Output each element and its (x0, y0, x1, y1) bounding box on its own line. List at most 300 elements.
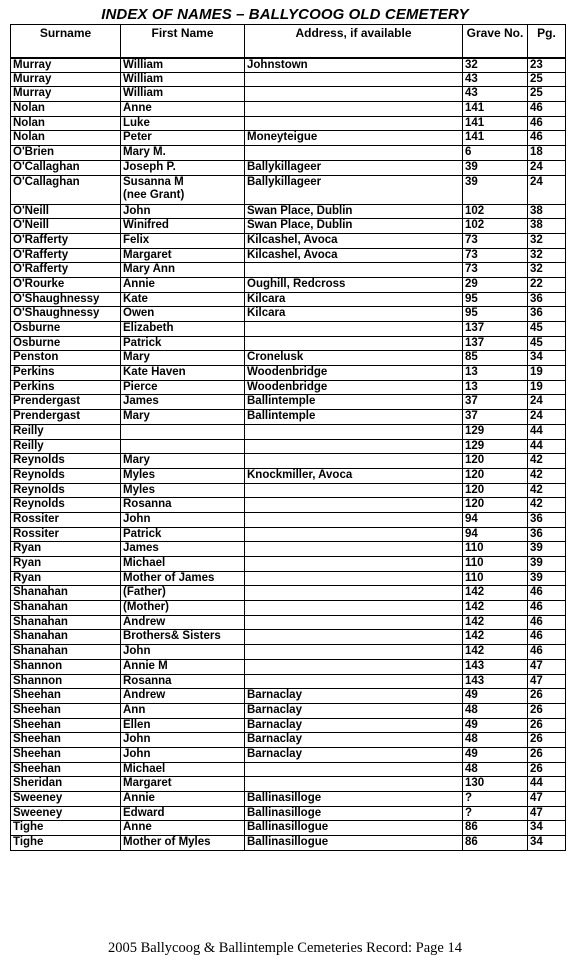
cell-surname: Shanahan (11, 601, 121, 616)
table-row (11, 160, 566, 175)
cell-first-name: (Father) (121, 586, 245, 601)
cell-address: Ballinasilloge (245, 806, 463, 821)
cell-first-name: Mary (121, 454, 245, 469)
cell-page: 38 (528, 219, 566, 234)
cell-surname: Perkins (11, 366, 121, 381)
cell-first-name: Margaret (121, 777, 245, 792)
cell-page: 42 (528, 454, 566, 469)
cell-address: Ballykillageer (245, 175, 463, 204)
cell-page: 24 (528, 160, 566, 175)
cell-address (245, 557, 463, 572)
cell-page: 32 (528, 233, 566, 248)
cell-first-name: John (121, 733, 245, 748)
cell-first-name: Susanna M (nee Grant) (121, 175, 245, 204)
cell-surname: O'Callaghan (11, 175, 121, 204)
cell-first-name: Andrew (121, 615, 245, 630)
cell-first-name: Annie M (121, 659, 245, 674)
cell-surname: O'Rafferty (11, 263, 121, 278)
cell-grave-no: 39 (463, 160, 528, 175)
cell-first-name: Peter (121, 131, 245, 146)
cell-surname: O'Callaghan (11, 160, 121, 175)
cell-surname: Perkins (11, 380, 121, 395)
table-row (11, 542, 566, 557)
cell-surname: O'Neill (11, 204, 121, 219)
cell-surname: Rossiter (11, 512, 121, 527)
cell-grave-no: 13 (463, 380, 528, 395)
cell-address (245, 87, 463, 102)
cell-surname: Sheehan (11, 747, 121, 762)
cell-surname: Murray (11, 72, 121, 87)
cell-first-name: James (121, 542, 245, 557)
cell-grave-no: 13 (463, 366, 528, 381)
cell-first-name: Ann (121, 703, 245, 718)
cell-surname: Tighe (11, 836, 121, 851)
table-row (11, 336, 566, 351)
cell-address (245, 512, 463, 527)
cell-grave-no: 110 (463, 571, 528, 586)
cell-surname: O'Rourke (11, 277, 121, 292)
cell-address (245, 146, 463, 161)
cell-grave-no: 39 (463, 175, 528, 204)
cell-surname: O'Shaughnessy (11, 307, 121, 322)
cell-grave-no: 86 (463, 836, 528, 851)
cell-first-name: Myles (121, 483, 245, 498)
cell-grave-no: 143 (463, 674, 528, 689)
cell-grave-no: 142 (463, 615, 528, 630)
table-row (11, 263, 566, 278)
cell-page: 46 (528, 645, 566, 660)
cell-surname: Penston (11, 351, 121, 366)
cell-page: 34 (528, 351, 566, 366)
cell-first-name: Kate (121, 292, 245, 307)
cell-surname: Osburne (11, 322, 121, 337)
cell-address (245, 424, 463, 439)
cell-address: Barnaclay (245, 689, 463, 704)
table-row (11, 439, 566, 454)
cell-page: 47 (528, 659, 566, 674)
cell-surname: Tighe (11, 821, 121, 836)
cell-page: 32 (528, 248, 566, 263)
cell-surname: Reynolds (11, 468, 121, 483)
cell-surname: Osburne (11, 336, 121, 351)
cell-address (245, 777, 463, 792)
cell-address (245, 322, 463, 337)
cell-address (245, 659, 463, 674)
cell-surname: Murray (11, 58, 121, 73)
cell-grave-no: 86 (463, 821, 528, 836)
cell-grave-no: 37 (463, 395, 528, 410)
cell-first-name: Margaret (121, 248, 245, 263)
page-title: INDEX OF NAMES – BALLYCOOG OLD CEMETERY (101, 6, 469, 23)
cell-address (245, 439, 463, 454)
cell-first-name: Mary Ann (121, 263, 245, 278)
cell-address: Woodenbridge (245, 366, 463, 381)
cell-surname: Prendergast (11, 410, 121, 425)
table-row (11, 806, 566, 821)
cell-first-name: John (121, 645, 245, 660)
cell-grave-no: 120 (463, 498, 528, 513)
cell-page: 44 (528, 439, 566, 454)
cell-page: 46 (528, 630, 566, 645)
table-row (11, 630, 566, 645)
cell-first-name: Patrick (121, 527, 245, 542)
cell-page: 19 (528, 380, 566, 395)
cell-first-name: Andrew (121, 689, 245, 704)
table-row (11, 483, 566, 498)
cell-first-name: Mother of Myles (121, 836, 245, 851)
table-row (11, 512, 566, 527)
cell-first-name: William (121, 58, 245, 73)
cell-surname: Sweeney (11, 792, 121, 807)
cell-first-name: Mother of James (121, 571, 245, 586)
cell-surname: Ryan (11, 571, 121, 586)
column-header-surname: Surname (11, 25, 121, 58)
cell-page: 23 (528, 58, 566, 73)
cell-surname: O'Shaughnessy (11, 292, 121, 307)
table-row (11, 777, 566, 792)
cell-page: 46 (528, 615, 566, 630)
table-row (11, 498, 566, 513)
cell-address: Woodenbridge (245, 380, 463, 395)
cell-address: Kilcashel, Avoca (245, 233, 463, 248)
cell-surname: Sheehan (11, 762, 121, 777)
cell-page: 47 (528, 674, 566, 689)
cell-address: Johnstown (245, 58, 463, 73)
page-footer: 2005 Ballycoog & Ballintemple Cemeteries Record: Page 14 (108, 940, 462, 956)
cell-page: 47 (528, 792, 566, 807)
cell-surname: Nolan (11, 102, 121, 117)
cell-page: 36 (528, 307, 566, 322)
cell-grave-no: 73 (463, 248, 528, 263)
cell-first-name: Felix (121, 233, 245, 248)
table-row (11, 703, 566, 718)
cell-grave-no: 49 (463, 718, 528, 733)
cell-surname: Shanahan (11, 615, 121, 630)
cell-page: 45 (528, 336, 566, 351)
table-row (11, 219, 566, 234)
cell-surname: Sheehan (11, 718, 121, 733)
cell-address (245, 645, 463, 660)
table-row (11, 527, 566, 542)
cell-grave-no: 129 (463, 439, 528, 454)
column-header-address: Address, if available (245, 25, 463, 58)
cell-grave-no: 141 (463, 102, 528, 117)
table-row (11, 747, 566, 762)
cell-first-name: Rosanna (121, 674, 245, 689)
cell-address (245, 498, 463, 513)
cell-grave-no: 6 (463, 146, 528, 161)
cell-page: 26 (528, 733, 566, 748)
table-row (11, 351, 566, 366)
cell-surname: Shanahan (11, 630, 121, 645)
cell-grave-no: 95 (463, 307, 528, 322)
cell-grave-no: 102 (463, 204, 528, 219)
cell-address (245, 483, 463, 498)
table-row (11, 454, 566, 469)
cell-grave-no: 137 (463, 322, 528, 337)
cell-address (245, 263, 463, 278)
cell-address: Ballintemple (245, 395, 463, 410)
table-row (11, 424, 566, 439)
cell-page: 36 (528, 527, 566, 542)
table-row (11, 131, 566, 146)
table-row (11, 821, 566, 836)
cell-grave-no: 29 (463, 277, 528, 292)
table-row (11, 380, 566, 395)
cell-first-name: John (121, 747, 245, 762)
cell-page: 36 (528, 292, 566, 307)
cell-grave-no: 43 (463, 87, 528, 102)
cell-page: 42 (528, 498, 566, 513)
cell-first-name: William (121, 87, 245, 102)
cell-grave-no: 142 (463, 630, 528, 645)
cell-page: 39 (528, 557, 566, 572)
cell-grave-no: 102 (463, 219, 528, 234)
cell-grave-no: 48 (463, 703, 528, 718)
table-row (11, 674, 566, 689)
cell-address: Ballinasillogue (245, 821, 463, 836)
cell-address (245, 571, 463, 586)
cell-address: Barnaclay (245, 718, 463, 733)
cell-address (245, 102, 463, 117)
table-row (11, 175, 566, 204)
cell-address (245, 527, 463, 542)
cell-address (245, 336, 463, 351)
cell-grave-no: 37 (463, 410, 528, 425)
column-header-grave-no: Grave No. (463, 25, 528, 58)
cell-surname: Sheehan (11, 689, 121, 704)
cell-grave-no: 120 (463, 468, 528, 483)
cell-grave-no: 137 (463, 336, 528, 351)
cell-grave-no: 129 (463, 424, 528, 439)
cell-first-name: John (121, 512, 245, 527)
cell-page: 46 (528, 601, 566, 616)
cell-page: 24 (528, 410, 566, 425)
cell-first-name: John (121, 204, 245, 219)
table-row (11, 601, 566, 616)
cell-page: 45 (528, 322, 566, 337)
table-row (11, 204, 566, 219)
cell-surname: Shanahan (11, 586, 121, 601)
table-row (11, 586, 566, 601)
cell-page: 36 (528, 512, 566, 527)
cell-address (245, 586, 463, 601)
cell-address: Ballinasilloge (245, 792, 463, 807)
cell-address: Moneyteigue (245, 131, 463, 146)
cell-page: 26 (528, 689, 566, 704)
cell-first-name: Mary (121, 351, 245, 366)
cell-first-name: Kate Haven (121, 366, 245, 381)
table-row (11, 277, 566, 292)
cell-grave-no: 73 (463, 233, 528, 248)
cell-page: 34 (528, 821, 566, 836)
table-header-row (11, 25, 566, 58)
cell-page: 44 (528, 424, 566, 439)
cell-grave-no: 94 (463, 512, 528, 527)
column-header-first-name: First Name (121, 25, 245, 58)
cell-first-name: Anne (121, 821, 245, 836)
cell-page: 25 (528, 87, 566, 102)
cell-address: Kilcara (245, 292, 463, 307)
cell-surname: Nolan (11, 131, 121, 146)
cell-first-name: Myles (121, 468, 245, 483)
table-row (11, 248, 566, 263)
cell-grave-no: 73 (463, 263, 528, 278)
cell-first-name: Patrick (121, 336, 245, 351)
table-row (11, 762, 566, 777)
cell-grave-no: ? (463, 806, 528, 821)
table-row (11, 102, 566, 117)
cell-first-name: Edward (121, 806, 245, 821)
cell-grave-no: 142 (463, 586, 528, 601)
cell-page: 46 (528, 102, 566, 117)
cell-page: 26 (528, 762, 566, 777)
cell-grave-no: 49 (463, 747, 528, 762)
cell-address (245, 72, 463, 87)
cell-surname: O'Neill (11, 219, 121, 234)
cell-page: 19 (528, 366, 566, 381)
cell-first-name: Michael (121, 557, 245, 572)
table-row (11, 233, 566, 248)
cell-page: 26 (528, 747, 566, 762)
cell-surname: Reilly (11, 424, 121, 439)
cell-grave-no: 143 (463, 659, 528, 674)
cell-address (245, 116, 463, 131)
cell-grave-no: 141 (463, 131, 528, 146)
cell-grave-no: 142 (463, 645, 528, 660)
cell-surname: Ryan (11, 542, 121, 557)
cell-surname: Sweeney (11, 806, 121, 821)
cell-address: Swan Place, Dublin (245, 204, 463, 219)
table-row (11, 836, 566, 851)
cell-grave-no: 95 (463, 292, 528, 307)
cell-grave-no: 32 (463, 58, 528, 73)
table-row (11, 58, 566, 73)
cell-page: 39 (528, 571, 566, 586)
column-header-page: Pg. (528, 25, 566, 58)
cell-first-name: Owen (121, 307, 245, 322)
table-row (11, 733, 566, 748)
cell-first-name (121, 439, 245, 454)
table-row (11, 468, 566, 483)
cell-page: 26 (528, 718, 566, 733)
table-row (11, 571, 566, 586)
cell-first-name: Rosanna (121, 498, 245, 513)
table-row (11, 410, 566, 425)
cell-grave-no: 130 (463, 777, 528, 792)
cell-address: Swan Place, Dublin (245, 219, 463, 234)
cell-first-name: William (121, 72, 245, 87)
cell-surname: Prendergast (11, 395, 121, 410)
cell-address (245, 615, 463, 630)
cell-grave-no: 48 (463, 733, 528, 748)
cell-page: 47 (528, 806, 566, 821)
cell-grave-no: 142 (463, 601, 528, 616)
cell-surname: Sheridan (11, 777, 121, 792)
cell-grave-no: 120 (463, 483, 528, 498)
table-row (11, 659, 566, 674)
cell-page: 39 (528, 542, 566, 557)
table-row (11, 307, 566, 322)
cell-page: 46 (528, 586, 566, 601)
cell-address (245, 454, 463, 469)
table-row (11, 146, 566, 161)
cell-page: 32 (528, 263, 566, 278)
cell-surname: O'Rafferty (11, 248, 121, 263)
cell-page: 38 (528, 204, 566, 219)
cell-surname: Reilly (11, 439, 121, 454)
cell-page: 44 (528, 777, 566, 792)
cell-address: Ballykillageer (245, 160, 463, 175)
cell-surname: Reynolds (11, 498, 121, 513)
cell-page: 18 (528, 146, 566, 161)
cell-surname: Shannon (11, 659, 121, 674)
cell-first-name: Elizabeth (121, 322, 245, 337)
cell-first-name: Anne (121, 102, 245, 117)
cell-first-name: Annie (121, 792, 245, 807)
cell-page: 34 (528, 836, 566, 851)
cell-first-name: Mary M. (121, 146, 245, 161)
table-row (11, 615, 566, 630)
cell-address: Barnaclay (245, 733, 463, 748)
cell-address: Ballinasillogue (245, 836, 463, 851)
cell-surname: O'Rafferty (11, 233, 121, 248)
cell-surname: Sheehan (11, 703, 121, 718)
table-row (11, 718, 566, 733)
cell-surname: Reynolds (11, 483, 121, 498)
cell-surname: O'Brien (11, 146, 121, 161)
cell-address (245, 630, 463, 645)
cell-page: 25 (528, 72, 566, 87)
cell-first-name: Pierce (121, 380, 245, 395)
cell-grave-no: 110 (463, 557, 528, 572)
table-row (11, 87, 566, 102)
cell-surname: Sheehan (11, 733, 121, 748)
table-row (11, 322, 566, 337)
cell-grave-no: 94 (463, 527, 528, 542)
cell-page: 24 (528, 175, 566, 204)
cell-surname: Shanahan (11, 645, 121, 660)
names-index-table (10, 24, 566, 851)
cell-surname: Reynolds (11, 454, 121, 469)
cell-grave-no: 120 (463, 454, 528, 469)
table-row (11, 116, 566, 131)
table-row (11, 395, 566, 410)
cell-page: 46 (528, 131, 566, 146)
cell-address (245, 601, 463, 616)
cell-first-name: Luke (121, 116, 245, 131)
cell-first-name: Michael (121, 762, 245, 777)
table-row (11, 366, 566, 381)
cell-grave-no: 49 (463, 689, 528, 704)
table-row (11, 645, 566, 660)
table-row (11, 292, 566, 307)
table-row (11, 689, 566, 704)
cell-address (245, 762, 463, 777)
cell-grave-no: 48 (463, 762, 528, 777)
cell-grave-no: 141 (463, 116, 528, 131)
cell-grave-no: ? (463, 792, 528, 807)
cell-page: 42 (528, 468, 566, 483)
cell-page: 42 (528, 483, 566, 498)
cell-address: Kilcara (245, 307, 463, 322)
cell-grave-no: 43 (463, 72, 528, 87)
table-row (11, 792, 566, 807)
table-body (11, 58, 566, 851)
cell-first-name: Ellen (121, 718, 245, 733)
cell-surname: Murray (11, 87, 121, 102)
cell-surname: Rossiter (11, 527, 121, 542)
